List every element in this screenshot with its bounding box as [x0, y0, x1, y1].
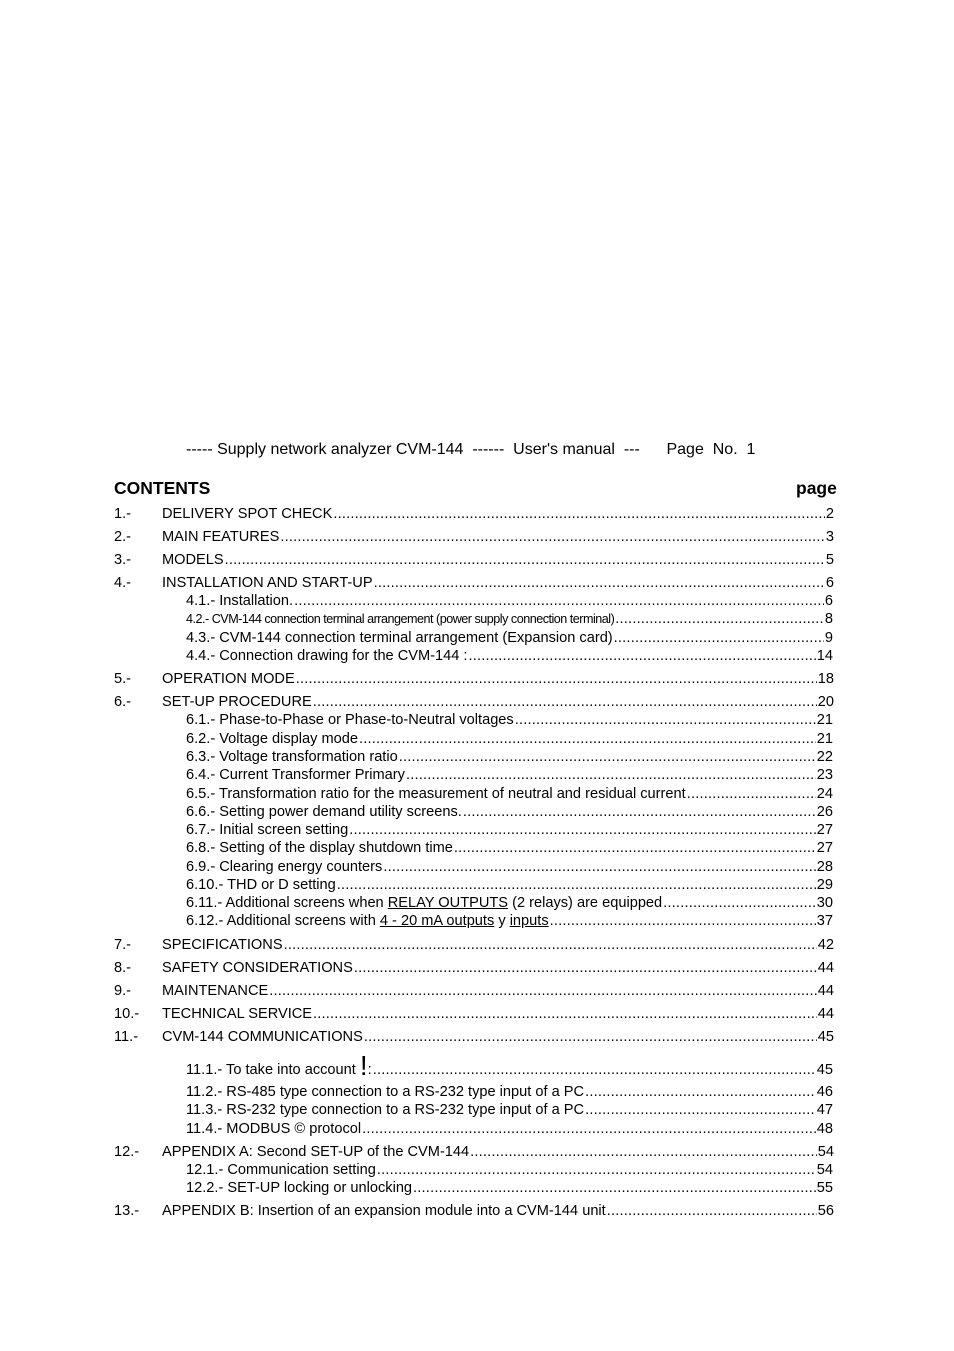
toc-entry-3[interactable]: 3.- MODELS ..... 5	[114, 551, 834, 569]
toc-entry-6-11[interactable]: 6.11.- Additional screens when RELAY OUTPUTS (2 relays) are equipped ..... 30	[186, 894, 833, 912]
toc-entry-4-4[interactable]: 4.4.- Connection drawing for the CVM-144 : ..... 14	[186, 647, 833, 665]
toc-entry-13[interactable]: 13.- APPENDIX B: Insertion of an expansion module into a CVM-144 unit ..... 56	[114, 1202, 834, 1220]
toc-entry-6-7[interactable]: 6.7.- Initial screen setting ..... 27	[186, 821, 833, 839]
toc-entry-6-2[interactable]: 6.2.- Voltage display mode ..... 21	[186, 730, 833, 748]
toc-entry-6-1[interactable]: 6.1.- Phase-to-Phase or Phase-to-Neutral voltages ..... 21	[186, 711, 833, 729]
inputs-link[interactable]: inputs	[509, 913, 549, 929]
toc-entry-2[interactable]: 2.- MAIN FEATURES ..... 3	[114, 528, 834, 546]
toc-entry-4[interactable]: 4.- INSTALLATION AND START-UP ..... 6	[114, 574, 834, 592]
ma-outputs-link[interactable]: 4 - 20 mA outputs	[379, 913, 495, 929]
page-header: ----- Supply network analyzer CVM-144 ------ User's manual --- Page No. 1	[186, 441, 756, 458]
toc-entry-6-12[interactable]: 6.12.- Additional screens with 4 - 20 mA outputs y inputs ..... 37	[186, 912, 833, 930]
toc-entry-6-8[interactable]: 6.8.- Setting of the display shutdown time ..... 27	[186, 839, 833, 857]
toc-entry-6[interactable]: 6.- SET-UP PROCEDURE ..... 20	[114, 693, 834, 711]
toc-entry-12-1[interactable]: 12.1.- Communication setting ..... 54	[186, 1161, 833, 1179]
toc-entry-7[interactable]: 7.- SPECIFICATIONS ..... 42	[114, 936, 834, 954]
toc-entry-12[interactable]: 12.- APPENDIX A: Second SET-UP of the CVM-144 ..... 54	[114, 1143, 834, 1161]
toc-entry-4-3[interactable]: 4.3.- CVM-144 connection terminal arrangement (Expansion card) ..... 9	[186, 629, 833, 647]
toc-entry-10[interactable]: 10.- TECHNICAL SERVICE ..... 44	[114, 1005, 834, 1023]
toc-entry-11[interactable]: 11.- CVM-144 COMMUNICATIONS ..... 45	[114, 1028, 834, 1046]
toc-entry-6-3[interactable]: 6.3.- Voltage transformation ratio ..... 22	[186, 748, 833, 766]
toc-entry-4-2[interactable]: 4.2.- CVM-144 connection terminal arrangement (power supply connection terminal) ..... 8	[186, 610, 833, 628]
toc-entry-9[interactable]: 9.- MAINTENANCE ..... 44	[114, 982, 834, 1000]
relay-outputs-link[interactable]: RELAY OUTPUTS	[387, 895, 509, 911]
toc-entry-1[interactable]: 1.- DELIVERY SPOT CHECK ..... 2	[114, 505, 834, 523]
toc-entry-6-6[interactable]: 6.6.- Setting power demand utility screens. ..... 26	[186, 803, 833, 821]
toc-entry-11-3[interactable]: 11.3.- RS-232 type connection to a RS-232 type input of a PC ..... 47	[186, 1101, 833, 1119]
toc-entry-6-5[interactable]: 6.5.- Transformation ratio for the measurement of neutral and residual current ..... 24	[186, 785, 833, 803]
warning-exclamation-icon: !	[359, 1050, 368, 1081]
toc-entry-11-1[interactable]: 11.1.- To take into account !: ..... 45	[186, 1061, 833, 1079]
toc-entry-6-9[interactable]: 6.9.- Clearing energy counters ..... 28	[186, 858, 833, 876]
toc-entry-6-4[interactable]: 6.4.- Current Transformer Primary ..... 23	[186, 766, 833, 784]
toc-entry-4-1[interactable]: 4.1.- Installation. ..... 6	[186, 592, 833, 610]
contents-heading: CONTENTS	[114, 478, 211, 498]
toc-entry-8[interactable]: 8.- SAFETY CONSIDERATIONS ..... 44	[114, 959, 834, 977]
toc-entry-11-4[interactable]: 11.4.- MODBUS © protocol ..... 48	[186, 1120, 833, 1138]
toc-entry-11-2[interactable]: 11.2.- RS-485 type connection to a RS-232 type input of a PC ..... 46	[186, 1083, 833, 1101]
toc-entry-12-2[interactable]: 12.2.- SET-UP locking or unlocking ..... 55	[186, 1179, 833, 1197]
toc-entry-6-10[interactable]: 6.10.- THD or D setting ..... 29	[186, 876, 833, 894]
toc-entry-5[interactable]: 5.- OPERATION MODE ..... 18	[114, 670, 834, 688]
page-column-heading: page	[796, 478, 837, 498]
